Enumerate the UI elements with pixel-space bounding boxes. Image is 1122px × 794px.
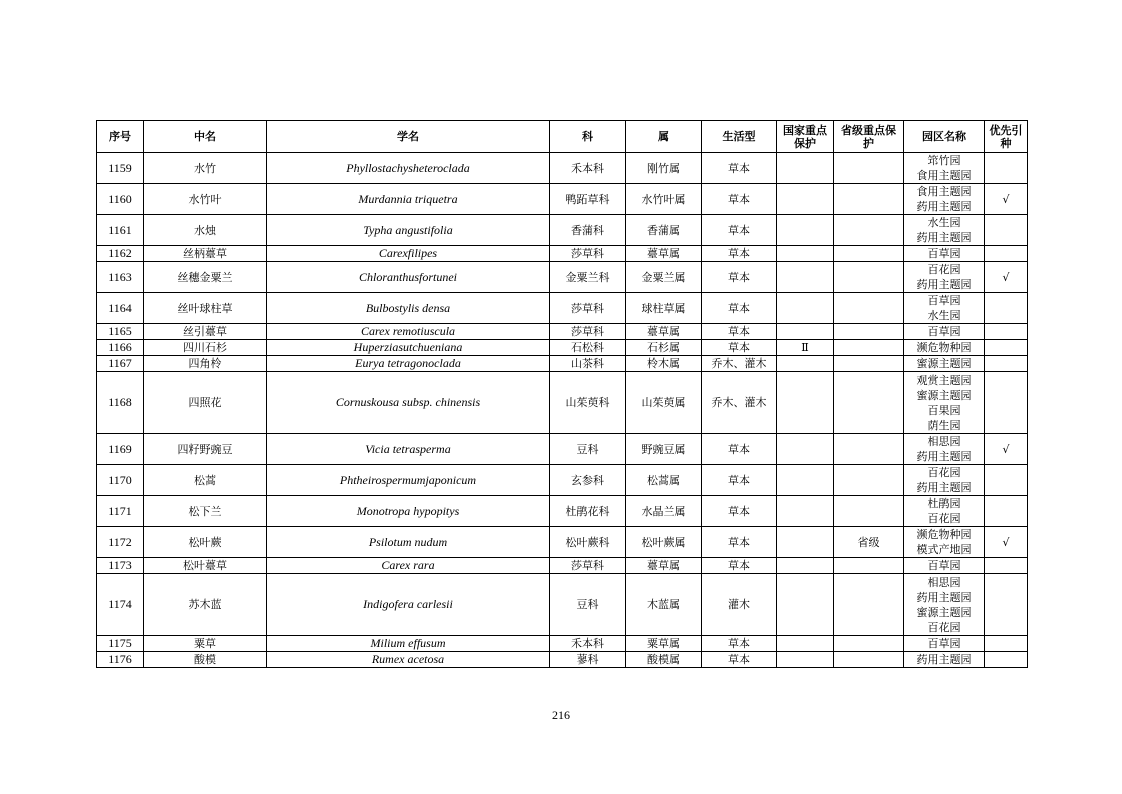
cell-index: 1167 [97,356,144,372]
cell-priority-introduction [985,558,1028,574]
cell-provincial-protection [834,496,904,527]
species-table [96,120,1028,668]
cell-genus: 木蓝属 [626,574,702,636]
garden-name: 百花园 [927,263,961,276]
cell-priority-introduction [985,153,1028,184]
cell-family: 豆科 [550,434,626,465]
cell-garden-name [904,324,985,340]
header-index: 序号 [97,121,144,153]
cell-priority-introduction: √ [985,262,1028,293]
garden-name: 杜鹃园 [927,497,961,510]
cell-scientific-name: Phtheirospermumjaponicum [267,465,550,496]
cell-national-protection [777,262,834,293]
cell-provincial-protection [834,184,904,215]
cell-priority-introduction: √ [985,527,1028,558]
garden-name: 模式产地园 [916,543,972,556]
cell-genus: 石杉属 [626,340,702,356]
cell-scientific-name: Bulbostylis densa [267,293,550,324]
cell-family: 蓼科 [550,652,626,668]
garden-name: 相思园 [927,435,961,448]
cell-garden-name [904,527,985,558]
cell-national-protection [777,293,834,324]
cell-garden-name [904,293,985,324]
garden-name: 食用主题园 [916,169,972,182]
garden-name: 百草园 [927,247,961,260]
cell-provincial-protection [834,324,904,340]
garden-name: 蜜源主题园 [916,357,972,370]
cell-provincial-protection [834,215,904,246]
cell-scientific-name: Psilotum nudum [267,527,550,558]
cell-genus: 刚竹属 [626,153,702,184]
cell-chinese-name: 松叶薹草 [144,558,267,574]
cell-chinese-name: 四照花 [144,372,267,434]
cell-garden-name [904,496,985,527]
garden-name: 水生园 [927,216,961,229]
cell-chinese-name: 丝穗金粟兰 [144,262,267,293]
cell-chinese-name: 丝引薹草 [144,324,267,340]
cell-index: 1163 [97,262,144,293]
cell-garden-name [904,372,985,434]
cell-index: 1161 [97,215,144,246]
cell-national-protection [777,372,834,434]
cell-family: 鸭跖草科 [550,184,626,215]
cell-national-protection [777,465,834,496]
cell-provincial-protection [834,636,904,652]
cell-national-protection [777,153,834,184]
cell-priority-introduction [985,324,1028,340]
table-header-row [97,121,1028,153]
table-row [97,652,1028,668]
table-body [97,153,1028,668]
cell-priority-introduction: √ [985,434,1028,465]
cell-provincial-protection [834,434,904,465]
cell-provincial-protection [834,262,904,293]
cell-scientific-name: Carex remotiuscula [267,324,550,340]
table-row [97,434,1028,465]
cell-national-protection [777,215,834,246]
cell-family: 禾本科 [550,636,626,652]
cell-priority-introduction [985,356,1028,372]
cell-life-form: 草本 [702,324,777,340]
header-chinese-name: 中名 [144,121,267,153]
header-scientific-name: 学名 [267,121,550,153]
cell-genus: 野豌豆属 [626,434,702,465]
cell-genus: 薹草属 [626,324,702,340]
cell-scientific-name: Rumex acetosa [267,652,550,668]
cell-scientific-name: Typha angustifolia [267,215,550,246]
cell-index: 1170 [97,465,144,496]
cell-genus: 山茱萸属 [626,372,702,434]
cell-national-protection [777,652,834,668]
table-row [97,574,1028,636]
garden-name: 濒危物种园 [916,528,972,541]
table-row [97,356,1028,372]
cell-provincial-protection [834,558,904,574]
garden-name: 百果园 [927,403,961,417]
cell-chinese-name: 粟草 [144,636,267,652]
garden-name: 百草园 [927,637,961,650]
cell-national-protection [777,434,834,465]
header-national-protection: 国家重点保护 [777,121,834,153]
cell-priority-introduction [985,496,1028,527]
cell-life-form: 乔木、灌木 [702,372,777,434]
table-row [97,340,1028,356]
table-row [97,262,1028,293]
table-row [97,293,1028,324]
table-row [97,372,1028,434]
cell-family: 香蒲科 [550,215,626,246]
cell-garden-name [904,356,985,372]
cell-garden-name [904,262,985,293]
cell-life-form: 草本 [702,293,777,324]
cell-garden-name [904,184,985,215]
garden-name: 筇竹园 [927,154,961,167]
cell-national-protection: Ⅱ [777,340,834,356]
cell-genus: 松蒿属 [626,465,702,496]
garden-name: 药用主题园 [916,481,972,494]
cell-life-form: 草本 [702,527,777,558]
cell-garden-name [904,340,985,356]
header-family: 科 [550,121,626,153]
cell-index: 1166 [97,340,144,356]
cell-index: 1164 [97,293,144,324]
cell-family: 山茱萸科 [550,372,626,434]
cell-national-protection [777,558,834,574]
cell-chinese-name: 四籽野豌豆 [144,434,267,465]
cell-scientific-name: Eurya tetragonoclada [267,356,550,372]
cell-genus: 松叶蕨属 [626,527,702,558]
cell-genus: 球柱草属 [626,293,702,324]
cell-garden-name [904,246,985,262]
cell-national-protection [777,324,834,340]
garden-name: 蜜源主题园 [916,605,972,619]
cell-national-protection [777,246,834,262]
garden-name: 百草园 [927,325,961,338]
cell-scientific-name: Cornuskousa subsp. chinensis [267,372,550,434]
cell-priority-introduction [985,293,1028,324]
garden-name: 荫生园 [927,418,961,432]
cell-scientific-name: Murdannia triquetra [267,184,550,215]
cell-family: 莎草科 [550,293,626,324]
cell-life-form: 草本 [702,636,777,652]
table-row [97,465,1028,496]
cell-garden-name [904,434,985,465]
cell-life-form: 乔木、灌木 [702,356,777,372]
cell-garden-name [904,215,985,246]
cell-life-form: 草本 [702,153,777,184]
cell-family: 莎草科 [550,558,626,574]
cell-garden-name [904,558,985,574]
cell-family: 玄参科 [550,465,626,496]
cell-national-protection [777,184,834,215]
garden-name: 百花园 [927,620,961,634]
cell-priority-introduction [985,574,1028,636]
cell-chinese-name: 四角柃 [144,356,267,372]
cell-scientific-name: Chloranthusfortunei [267,262,550,293]
cell-chinese-name: 丝柄薹草 [144,246,267,262]
cell-provincial-protection [834,246,904,262]
cell-family: 金粟兰科 [550,262,626,293]
garden-name: 濒危物种园 [916,341,972,354]
cell-family: 杜鹃花科 [550,496,626,527]
cell-provincial-protection [834,293,904,324]
garden-name: 食用主题园 [916,185,972,198]
cell-chinese-name: 酸模 [144,652,267,668]
cell-garden-name [904,636,985,652]
header-genus: 属 [626,121,702,153]
cell-life-form: 草本 [702,496,777,527]
garden-name: 相思园 [927,575,961,589]
cell-provincial-protection [834,465,904,496]
cell-provincial-protection [834,356,904,372]
garden-name: 药用主题园 [916,200,972,213]
cell-genus: 柃木属 [626,356,702,372]
cell-genus: 水竹叶属 [626,184,702,215]
cell-chinese-name: 水竹叶 [144,184,267,215]
cell-provincial-protection [834,153,904,184]
header-life-form: 生活型 [702,121,777,153]
cell-life-form: 灌木 [702,574,777,636]
cell-life-form: 草本 [702,558,777,574]
cell-provincial-protection [834,372,904,434]
garden-name: 水生园 [927,309,961,322]
cell-index: 1165 [97,324,144,340]
cell-priority-introduction [985,652,1028,668]
garden-name: 百草园 [927,559,961,572]
garden-name: 药用主题园 [916,590,972,604]
cell-chinese-name: 水竹 [144,153,267,184]
cell-life-form: 草本 [702,340,777,356]
cell-index: 1162 [97,246,144,262]
table-row [97,527,1028,558]
cell-scientific-name: Monotropa hypopitys [267,496,550,527]
cell-genus: 薹草属 [626,246,702,262]
cell-priority-introduction [985,246,1028,262]
table-row [97,153,1028,184]
cell-scientific-name: Huperziasutchueniana [267,340,550,356]
cell-priority-introduction [985,340,1028,356]
cell-garden-name [904,465,985,496]
cell-provincial-protection [834,340,904,356]
cell-index: 1175 [97,636,144,652]
cell-garden-name [904,153,985,184]
table-row [97,558,1028,574]
cell-family: 豆科 [550,574,626,636]
garden-name: 百草园 [927,294,961,307]
cell-scientific-name: Vicia tetrasperma [267,434,550,465]
cell-priority-introduction [985,372,1028,434]
table-row [97,636,1028,652]
cell-priority-introduction [985,636,1028,652]
cell-national-protection [777,527,834,558]
cell-chinese-name: 松叶蕨 [144,527,267,558]
cell-index: 1174 [97,574,144,636]
cell-life-form: 草本 [702,215,777,246]
cell-life-form: 草本 [702,262,777,293]
garden-name: 百花园 [927,512,961,525]
garden-name: 蜜源主题园 [916,388,972,402]
cell-index: 1176 [97,652,144,668]
cell-index: 1159 [97,153,144,184]
cell-genus: 香蒲属 [626,215,702,246]
garden-name: 药用主题园 [916,231,972,244]
cell-national-protection [777,574,834,636]
cell-life-form: 草本 [702,246,777,262]
cell-garden-name [904,652,985,668]
cell-priority-introduction [985,215,1028,246]
cell-genus: 酸模属 [626,652,702,668]
table-row [97,246,1028,262]
garden-name: 百花园 [927,466,961,479]
cell-genus: 粟草属 [626,636,702,652]
cell-scientific-name: Milium effusum [267,636,550,652]
cell-life-form: 草本 [702,652,777,668]
cell-index: 1160 [97,184,144,215]
cell-chinese-name: 松下兰 [144,496,267,527]
cell-chinese-name: 水烛 [144,215,267,246]
cell-family: 山茶科 [550,356,626,372]
table-row [97,324,1028,340]
header-garden-name: 园区名称 [904,121,985,153]
garden-name: 药用主题园 [916,278,972,291]
cell-family: 石松科 [550,340,626,356]
cell-chinese-name: 苏木蓝 [144,574,267,636]
cell-index: 1171 [97,496,144,527]
cell-priority-introduction [985,465,1028,496]
cell-family: 莎草科 [550,246,626,262]
cell-index: 1173 [97,558,144,574]
cell-genus: 薹草属 [626,558,702,574]
cell-index: 1169 [97,434,144,465]
cell-chinese-name: 四川石杉 [144,340,267,356]
cell-index: 1172 [97,527,144,558]
cell-national-protection [777,356,834,372]
cell-scientific-name: Phyllostachysheteroclada [267,153,550,184]
cell-index: 1168 [97,372,144,434]
cell-genus: 水晶兰属 [626,496,702,527]
cell-family: 莎草科 [550,324,626,340]
cell-chinese-name: 松蒿 [144,465,267,496]
cell-family: 松叶蕨科 [550,527,626,558]
cell-life-form: 草本 [702,465,777,496]
cell-provincial-protection [834,574,904,636]
cell-provincial-protection [834,652,904,668]
cell-national-protection [777,496,834,527]
table-row [97,215,1028,246]
page-number: 216 [552,708,570,722]
header-provincial-protection: 省级重点保护 [834,121,904,153]
header-priority-introduction: 优先引种 [985,121,1028,153]
cell-scientific-name: Indigofera carlesii [267,574,550,636]
cell-scientific-name: Carexfilipes [267,246,550,262]
cell-life-form: 草本 [702,184,777,215]
cell-genus: 金粟兰属 [626,262,702,293]
garden-name: 观赏主题园 [916,373,972,387]
cell-garden-name [904,574,985,636]
garden-name: 药用主题园 [916,450,972,463]
cell-chinese-name: 丝叶球柱草 [144,293,267,324]
cell-priority-introduction: √ [985,184,1028,215]
table-row [97,184,1028,215]
cell-family: 禾本科 [550,153,626,184]
cell-provincial-protection: 省级 [834,527,904,558]
table-row [97,496,1028,527]
cell-life-form: 草本 [702,434,777,465]
cell-scientific-name: Carex rara [267,558,550,574]
cell-national-protection [777,636,834,652]
garden-name: 药用主题园 [916,653,972,666]
